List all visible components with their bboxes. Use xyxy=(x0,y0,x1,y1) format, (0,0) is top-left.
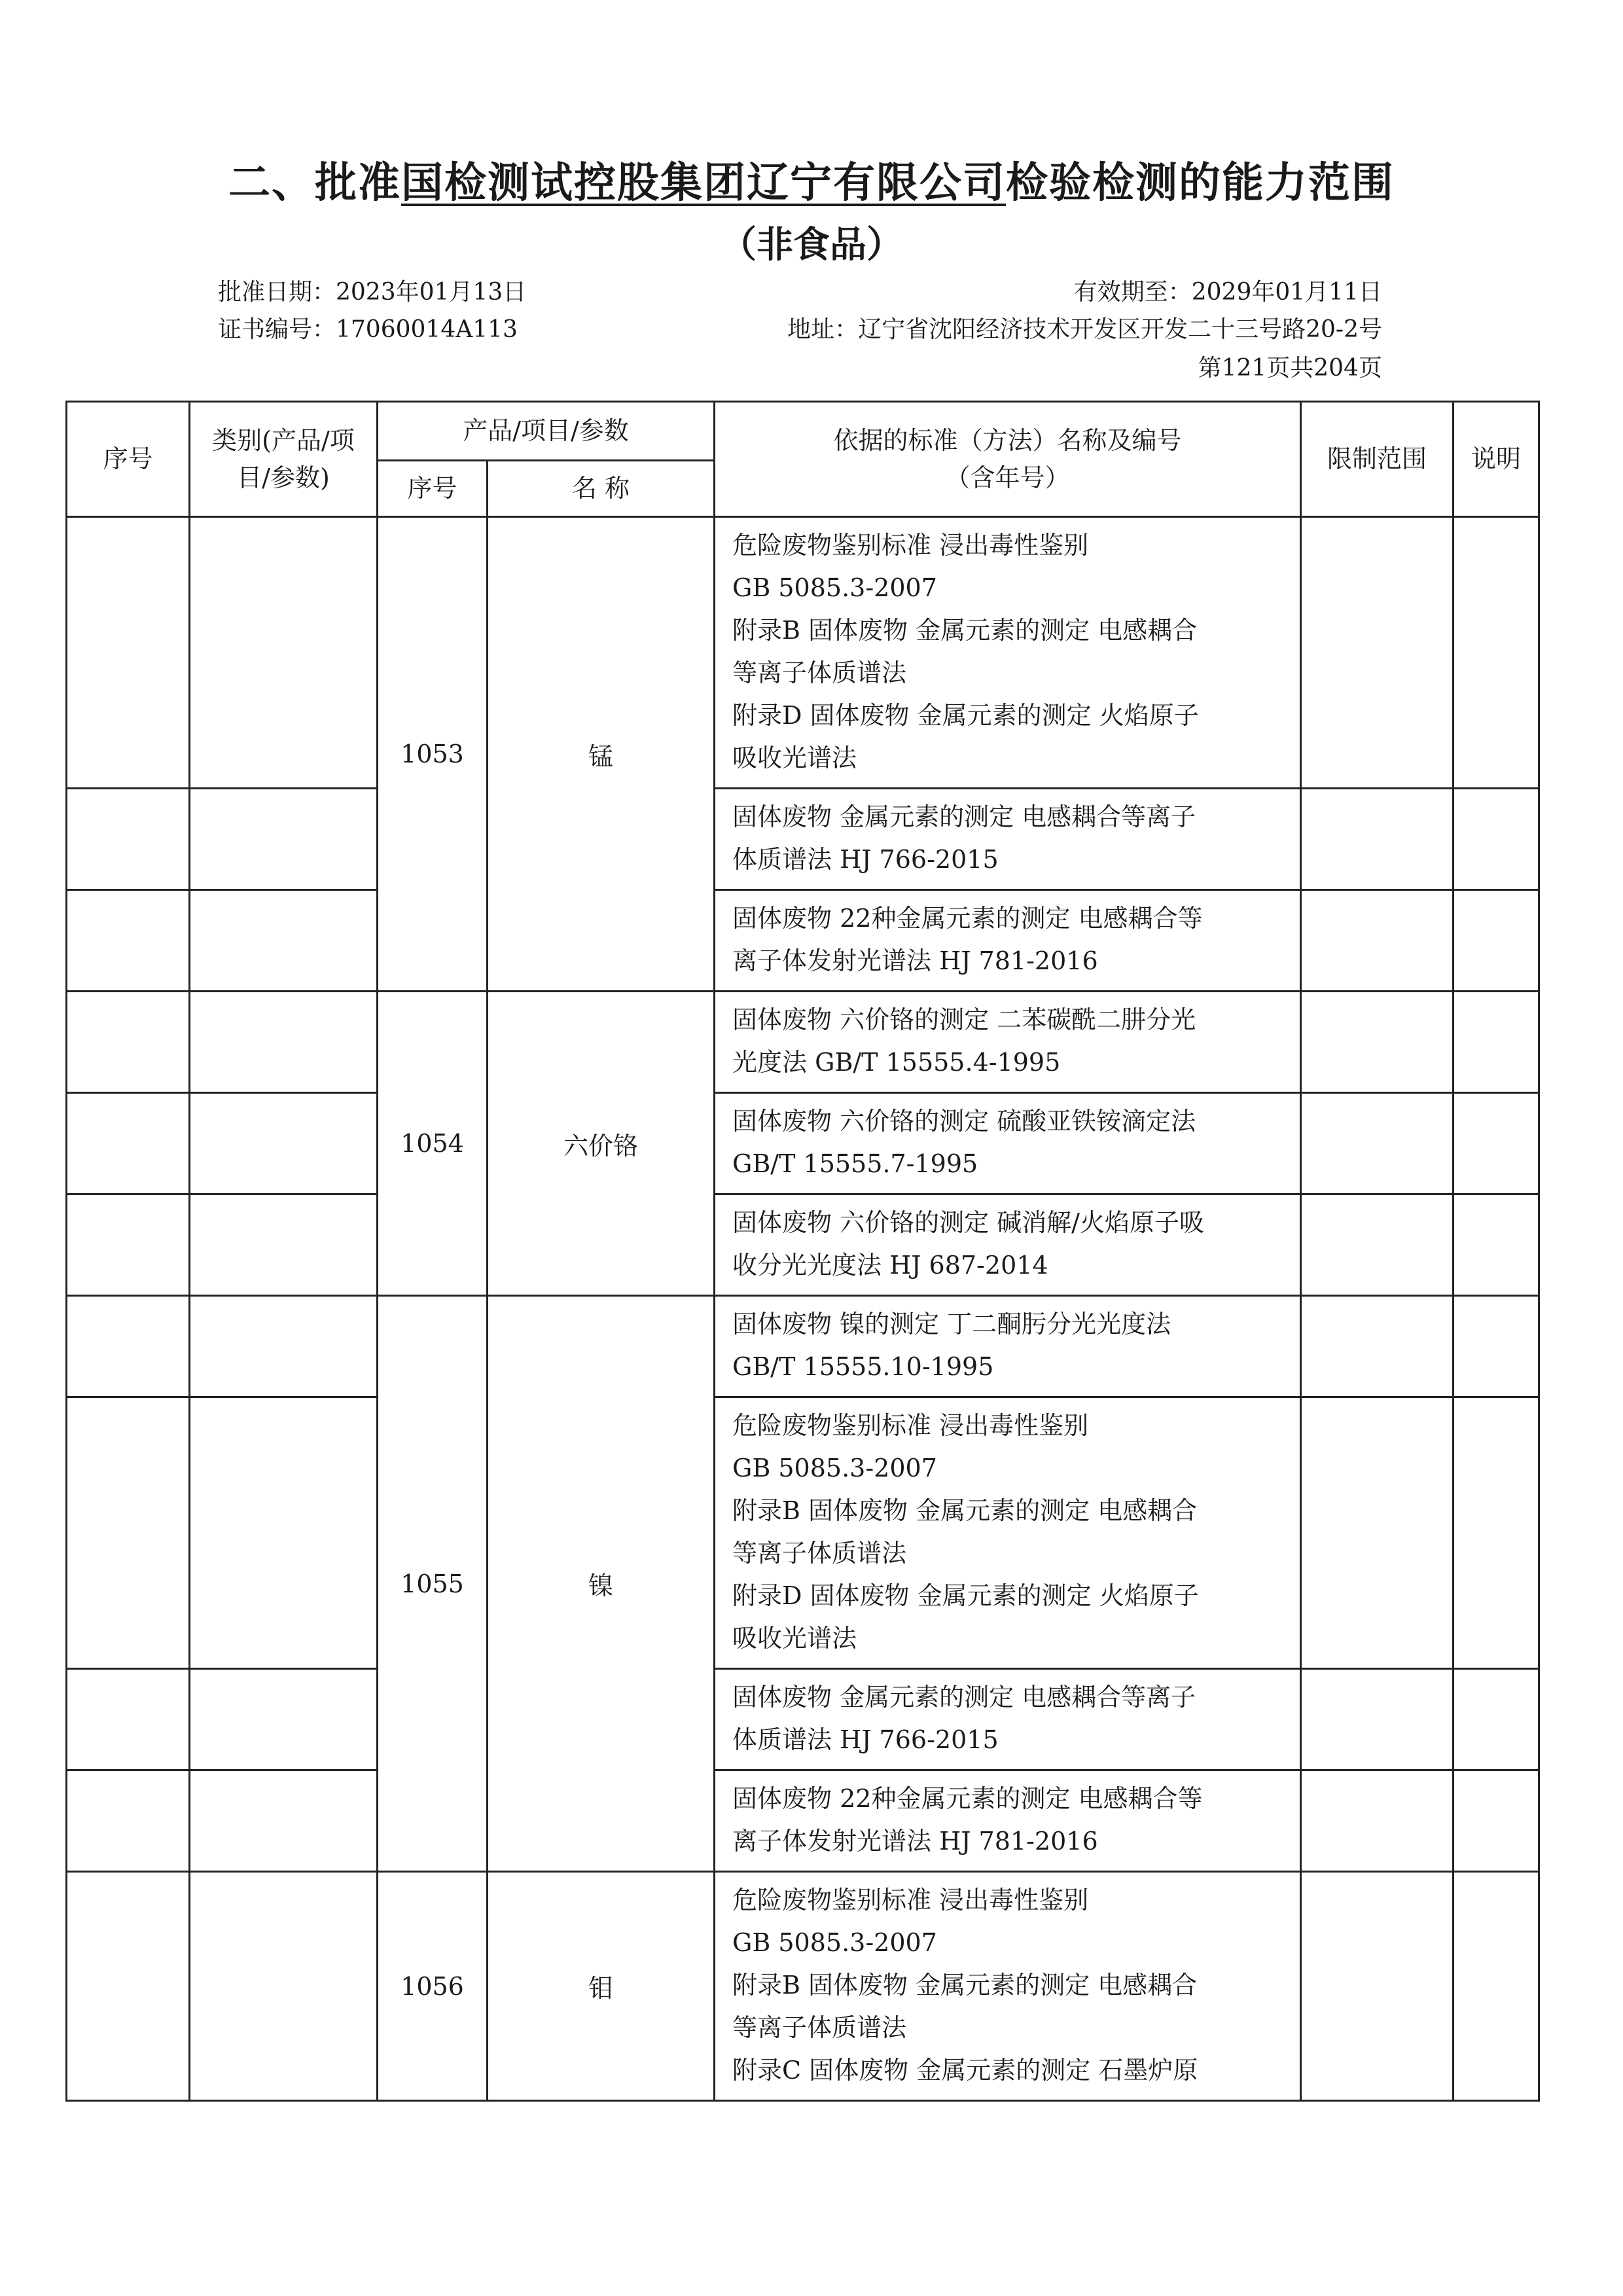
category-cell xyxy=(190,1093,378,1194)
standard-line: 危险废物鉴别标准 浸出毒性鉴别 xyxy=(732,531,1089,560)
valid-until: 有效期至：2029年01月11日 xyxy=(1073,279,1382,306)
note-cell xyxy=(1454,890,1539,992)
note-cell xyxy=(1454,1194,1539,1296)
standard-cell xyxy=(715,517,1301,789)
category-cell xyxy=(190,1770,378,1872)
header-name: 名 称 xyxy=(488,461,715,517)
seq-cell xyxy=(67,1093,190,1194)
note-cell xyxy=(1454,1770,1539,1872)
header-product-group: 产品/项目/参数 xyxy=(378,402,715,461)
standard-line: 固体废物 22种金属元素的测定 电感耦合等 xyxy=(732,1784,1203,1813)
title-org: 国检测试控股集团辽宁有限公司 xyxy=(401,159,1006,207)
table-row xyxy=(67,517,1539,789)
table-row xyxy=(67,1872,1539,2101)
header-standard-text: 依据的标准（方法）名称及编号（含年号） xyxy=(833,425,1182,492)
table-row xyxy=(67,1296,1539,1397)
title-suffix: 检验检测的能力范围 xyxy=(1006,159,1395,207)
note-cell xyxy=(1454,1093,1539,1194)
table-row xyxy=(67,1093,1539,1194)
item-name-cell: 六价铬 xyxy=(488,992,715,1296)
standard-line: 附录B 固体废物 金属元素的测定 电感耦合 xyxy=(732,616,1198,645)
header-sub-seq: 序号 xyxy=(378,461,488,517)
table-header xyxy=(67,402,1539,517)
standard-cell xyxy=(715,992,1301,1093)
standard-line: GB 5085.3-2007 xyxy=(732,573,937,602)
standard-line: 危险废物鉴别标准 浸出毒性鉴别 xyxy=(732,1411,1089,1440)
category-cell xyxy=(190,890,378,992)
approval-date: 批准日期：2023年01月13日 xyxy=(218,279,527,306)
header-note: 说明 xyxy=(1454,402,1539,517)
limit-cell xyxy=(1301,992,1454,1093)
note-cell xyxy=(1454,992,1539,1093)
seq-cell xyxy=(67,517,190,789)
limit-cell xyxy=(1301,789,1454,890)
standard-line: GB 5085.3-2007 xyxy=(732,1928,937,1957)
limit-cell xyxy=(1301,1770,1454,1872)
table-row xyxy=(67,1669,1539,1770)
table-row xyxy=(67,1397,1539,1669)
limit-cell xyxy=(1301,1669,1454,1770)
seq-cell xyxy=(67,992,190,1093)
seq-cell xyxy=(67,890,190,992)
standard-line: 危险废物鉴别标准 浸出毒性鉴别 xyxy=(732,1886,1089,1914)
seq-cell xyxy=(67,1194,190,1296)
standard-line: 附录B 固体废物 金属元素的测定 电感耦合 xyxy=(732,1496,1198,1525)
item-number-cell: 1054 xyxy=(378,992,488,1296)
note-cell xyxy=(1454,1296,1539,1397)
table-body xyxy=(67,517,1539,2101)
seq-cell xyxy=(67,1872,190,2101)
category-cell xyxy=(190,1872,378,2101)
standard-line: 离子体发射光谱法 HJ 781-2016 xyxy=(732,1827,1098,1856)
note-cell xyxy=(1454,789,1539,890)
seq-cell xyxy=(67,1397,190,1669)
standard-line: 收分光光度法 HJ 687-2014 xyxy=(732,1251,1048,1280)
standard-line: 光度法 GB/T 15555.4-1995 xyxy=(732,1048,1061,1077)
standard-line: 附录C 固体废物 金属元素的测定 石墨炉原 xyxy=(732,2056,1198,2085)
seq-cell xyxy=(67,1296,190,1397)
note-cell xyxy=(1454,517,1539,789)
header-category xyxy=(190,402,378,517)
category-cell xyxy=(190,1296,378,1397)
item-number-cell: 1056 xyxy=(378,1872,488,2101)
item-name-cell: 锰 xyxy=(488,517,715,992)
limit-cell xyxy=(1301,1872,1454,2101)
header-limit: 限制范围 xyxy=(1301,402,1454,517)
standard-line: 等离子体质谱法 xyxy=(732,1539,907,1568)
standard-line: 固体废物 22种金属元素的测定 电感耦合等 xyxy=(732,904,1203,933)
standard-line: 固体废物 六价铬的测定 二苯碳酰二肼分光 xyxy=(732,1005,1196,1034)
standard-line: 体质谱法 HJ 766-2015 xyxy=(732,845,999,874)
category-cell xyxy=(190,1194,378,1296)
standard-line: 固体废物 金属元素的测定 电感耦合等离子 xyxy=(732,802,1196,831)
table-row xyxy=(67,1770,1539,1872)
item-number-cell: 1055 xyxy=(378,1296,488,1872)
page-number: 第121页共204页 xyxy=(1198,355,1382,382)
limit-cell xyxy=(1301,1194,1454,1296)
note-cell xyxy=(1454,1872,1539,2101)
header-seq: 序号 xyxy=(67,402,190,517)
table-row xyxy=(67,890,1539,992)
limit-cell xyxy=(1301,1296,1454,1397)
table-row xyxy=(67,789,1539,890)
standard-line: 附录B 固体废物 金属元素的测定 电感耦合 xyxy=(732,1971,1198,2000)
standard-cell xyxy=(715,789,1301,890)
note-cell xyxy=(1454,1669,1539,1770)
category-cell xyxy=(190,517,378,789)
standard-line: 等离子体质谱法 xyxy=(732,2013,907,2042)
standard-cell xyxy=(715,1194,1301,1296)
standard-line: 固体废物 六价铬的测定 硫酸亚铁铵滴定法 xyxy=(732,1107,1196,1136)
standard-cell xyxy=(715,1872,1301,2101)
standard-line: 吸收光谱法 xyxy=(732,744,857,772)
address: 地址：辽宁省沈阳经济技术开发区开发二十三号路20-2号 xyxy=(787,316,1382,343)
standard-line: 附录D 固体废物 金属元素的测定 火焰原子 xyxy=(732,1581,1199,1610)
category-cell xyxy=(190,1669,378,1770)
standard-line: GB/T 15555.10-1995 xyxy=(732,1352,994,1381)
standard-line: 离子体发射光谱法 HJ 781-2016 xyxy=(732,946,1098,975)
category-cell xyxy=(190,992,378,1093)
item-number-cell: 1053 xyxy=(378,517,488,992)
standard-cell xyxy=(715,1296,1301,1397)
header-standard xyxy=(715,402,1301,517)
page-subtitle: （非食品） xyxy=(720,224,903,266)
standard-line: GB 5085.3-2007 xyxy=(732,1454,937,1482)
limit-cell xyxy=(1301,517,1454,789)
table-row xyxy=(67,1194,1539,1296)
limit-cell xyxy=(1301,1093,1454,1194)
title-prefix: 二、批准 xyxy=(228,159,401,207)
standard-line: 固体废物 六价铬的测定 碱消解/火焰原子吸 xyxy=(732,1208,1204,1237)
header-category-text: 类别(产品/项目/参数) xyxy=(212,425,355,492)
category-cell xyxy=(190,789,378,890)
note-cell xyxy=(1454,1397,1539,1669)
standard-line: 固体废物 金属元素的测定 电感耦合等离子 xyxy=(732,1683,1196,1712)
standard-line: 体质谱法 HJ 766-2015 xyxy=(732,1725,999,1754)
standard-line: 附录D 固体废物 金属元素的测定 火焰原子 xyxy=(732,701,1199,730)
standard-cell xyxy=(715,1669,1301,1770)
standard-cell xyxy=(715,890,1301,992)
limit-cell xyxy=(1301,1397,1454,1669)
standard-cell xyxy=(715,1397,1301,1669)
capability-table xyxy=(65,401,1540,2102)
standard-line: 固体废物 镍的测定 丁二酮肟分光光度法 xyxy=(732,1310,1171,1338)
seq-cell xyxy=(67,789,190,890)
standard-line: 吸收光谱法 xyxy=(732,1624,857,1653)
standard-cell xyxy=(715,1770,1301,1872)
category-cell xyxy=(190,1397,378,1669)
item-name-cell: 钼 xyxy=(488,1872,715,2101)
certificate-number: 证书编号：17060014A113 xyxy=(218,316,518,343)
standard-cell xyxy=(715,1093,1301,1194)
limit-cell xyxy=(1301,890,1454,992)
table-row xyxy=(67,992,1539,1093)
seq-cell xyxy=(67,1669,190,1770)
item-name-cell: 镍 xyxy=(488,1296,715,1872)
standard-line: GB/T 15555.7-1995 xyxy=(732,1149,978,1178)
seq-cell xyxy=(67,1770,190,1872)
page-title xyxy=(0,149,1623,209)
standard-line: 等离子体质谱法 xyxy=(732,658,907,687)
